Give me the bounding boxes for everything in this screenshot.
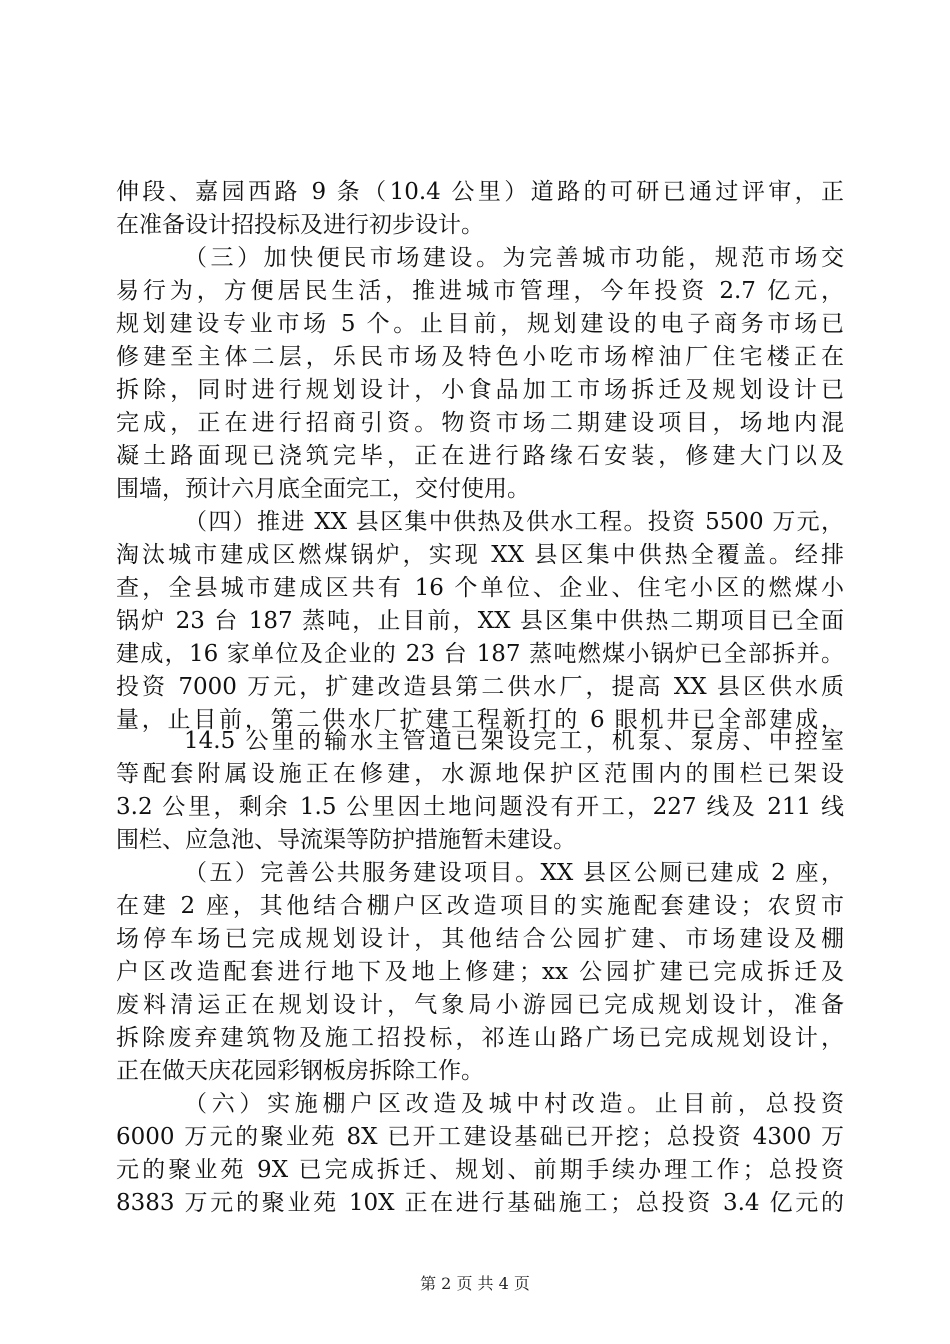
paragraph-line: 凝土路面现已浇筑完毕，正在进行路缘石安装，修建大门以及 [116, 443, 844, 469]
paragraph-line: 围墙，预计六月底全面完工，交付使用。 [116, 476, 530, 502]
text-block-lower [116, 725, 844, 1220]
paragraph-line: 伸段、嘉园西路 9 条（10.4 公里）道路的可研已通过评审，正 [116, 179, 844, 205]
section-heading-line: （六）实施棚户区改造及城中村改造。止目前，总投资 [184, 1091, 844, 1117]
paragraph-line: 淘汰城市建成区燃煤锅炉，实现 XX 县区集中供热全覆盖。经排 [116, 542, 844, 568]
paragraph-line: 等配套附属设施正在修建，水源地保护区范围内的围栏已架设 [116, 761, 844, 787]
paragraph-line: 易行为，方便居民生活，推进城市管理，今年投资 2.7 亿元， [116, 278, 844, 304]
paragraph-line: 投资 7000 万元，扩建改造县第二供水厂，提高 XX 县区供水质 [116, 674, 844, 700]
paragraph-line: 量，止目前，第二供水厂扩建工程新打的 6 眼机井已全部建成， [116, 707, 844, 733]
paragraph-line: 8383 万元的聚业苑 10X 正在进行基础施工；总投资 3.4 亿元的 [116, 1190, 844, 1216]
paragraph-line: 拆除，同时进行规划设计，小食品加工市场拆迁及规划设计已 [116, 377, 844, 403]
paragraph-line: 正在做天庆花园彩钢板房拆除工作。 [116, 1058, 484, 1084]
section-heading-line: （五）完善公共服务建设项目。XX 县区公厕已建成 2 座， [184, 860, 844, 886]
text-block-upper [116, 176, 844, 737]
paragraph-line: 在建 2 座，其他结合棚户区改造项目的实施配套建设；农贸市 [116, 893, 844, 919]
page-footer: 第 2 页 共 4 页 [420, 1274, 530, 1293]
paragraph-line: 废料清运正在规划设计，气象局小游园已完成规划设计，准备 [116, 992, 844, 1018]
paragraph-line: 规划建设专业市场 5 个。止目前，规划建设的电子商务市场已 [116, 311, 844, 337]
paragraph-line: 3.2 公里，剩余 1.5 公里因土地问题没有开工，227 线及 211 线 [116, 794, 844, 820]
paragraph-line: 建成，16 家单位及企业的 23 台 187 蒸吨燃煤小锅炉已全部拆并。 [116, 641, 844, 667]
paragraph-line: 完成，正在进行招商引资。物资市场二期建设项目，场地内混 [116, 410, 844, 436]
paragraph-line: 14.5 公里的输水主管道已架设完工，机泵、泵房、中控室 [184, 728, 844, 754]
paragraph-line: 6000 万元的聚业苑 8X 已开工建设基础已开挖；总投资 4300 万 [116, 1124, 844, 1150]
section-heading-line: （四）推进 XX 县区集中供热及供水工程。投资 5500 万元， [184, 509, 844, 535]
paragraph-line: 锅炉 23 台 187 蒸吨，止目前，XX 县区集中供热二期项目已全面 [116, 608, 844, 634]
paragraph-line: 场停车场已完成规划设计，其他结合公园扩建、市场建设及棚 [116, 926, 844, 952]
paragraph-line: 户区改造配套进行地下及地上修建；xx 公园扩建已完成拆迁及 [116, 959, 844, 985]
section-heading-line: （三）加快便民市场建设。为完善城市功能，规范市场交 [184, 245, 844, 271]
paragraph-line: 围栏、应急池、导流渠等防护措施暂未建设。 [116, 827, 576, 853]
paragraph-line: 在准备设计招投标及进行初步设计。 [116, 212, 484, 238]
paragraph-line: 修建至主体二层，乐民市场及特色小吃市场榨油厂住宅楼正在 [116, 344, 844, 370]
paragraph-line: 元的聚业苑 9X 已完成拆迁、规划、前期手续办理工作；总投资 [116, 1157, 844, 1183]
paragraph-line: 查，全县城市建成区共有 16 个单位、企业、住宅小区的燃煤小 [116, 575, 844, 601]
paragraph-line: 拆除废弃建筑物及施工招投标，祁连山路广场已完成规划设计， [116, 1025, 844, 1051]
